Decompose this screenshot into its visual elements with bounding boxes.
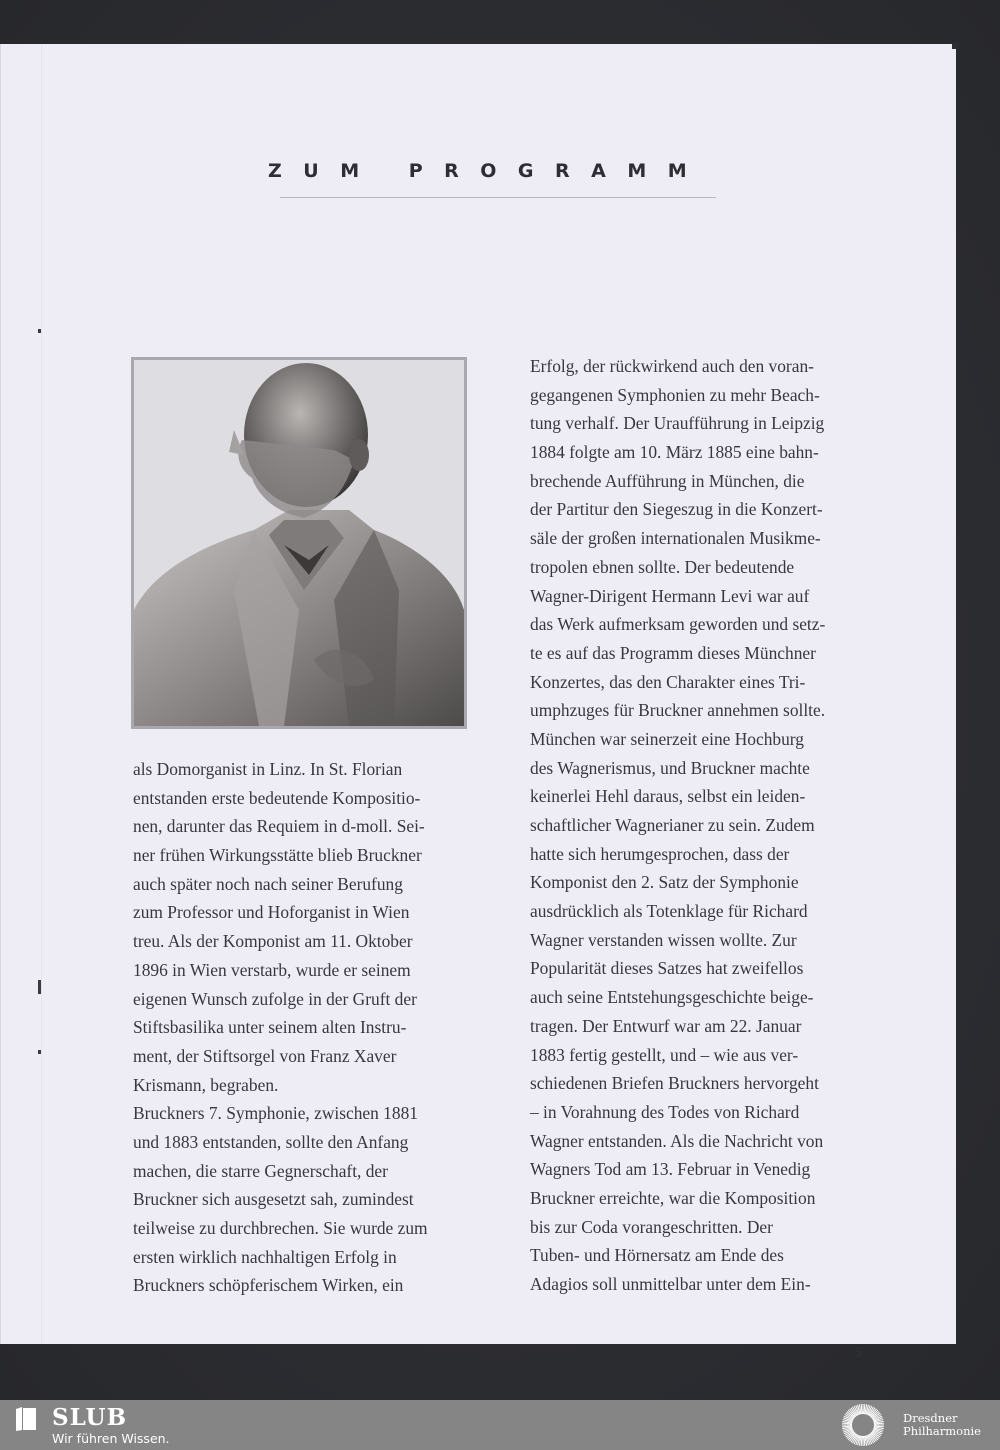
text-line: keinerlei Hehl daraus, selbst ein leiden- bbox=[530, 786, 806, 807]
text-line: schaftlicher Wagnerianer zu sein. Zudem bbox=[530, 815, 815, 835]
text-line: ausdrücklich als Totenklage für Richard bbox=[530, 901, 808, 922]
text-line: treu. Als der Komponist am 11. Oktober bbox=[133, 931, 413, 952]
text-line: Wagner verstanden wissen wollte. Zur bbox=[530, 929, 797, 950]
text-line: der Partitur den Siegeszug in die Konzert- bbox=[530, 499, 823, 520]
text-line: umphzuges für Bruckner annehmen sollte. bbox=[530, 700, 826, 721]
sunburst-ring-icon bbox=[840, 1402, 886, 1448]
text-line: ner frühen Wirkungsstätte blieb Bruckner bbox=[133, 845, 422, 866]
text-line: des Wagnerismus, und Bruckner machte bbox=[530, 757, 810, 778]
text-line: Bruckner erreichte, war die Komposition bbox=[530, 1187, 816, 1208]
binding-fold bbox=[40, 44, 42, 1344]
slub-tagline: Wir führen Wissen. bbox=[52, 1431, 170, 1446]
text-line: ment, der Stiftsorgel von Franz Xaver bbox=[133, 1045, 397, 1066]
header-rule bbox=[280, 197, 716, 198]
text-line: Komponist den 2. Satz der Symphonie bbox=[530, 872, 799, 893]
text-line: entstanden erste bedeutende Kompositio- bbox=[133, 787, 421, 808]
text-line: tung verhalf. Der Uraufführung in Leipzig bbox=[530, 413, 825, 434]
text-line: 1896 in Wien verstarb, wurde er seinem bbox=[133, 959, 411, 980]
text-line: Tuben- und Hörnersatz am Ende des bbox=[530, 1245, 784, 1266]
text-line: säle der großen internationalen Musikme- bbox=[530, 528, 821, 549]
booklet-page bbox=[0, 44, 956, 1361]
text-line: eigenen Wunsch zufolge in der Gruft der bbox=[133, 988, 417, 1009]
left-text-column bbox=[133, 755, 478, 1300]
text-line: und 1883 entstanden, sollte den Anfang bbox=[133, 1131, 409, 1152]
page-number: 5 bbox=[854, 1346, 864, 1361]
text-line: te es auf das Programm dieses Münchner bbox=[530, 642, 816, 663]
text-line: nen, darunter das Requiem in d-moll. Sei- bbox=[133, 816, 425, 837]
bust-illustration bbox=[134, 360, 464, 726]
text-line: – in Vorahnung des Todes von Richard bbox=[530, 1101, 800, 1122]
text-line: Wagner entstanden. Als die Nachricht von bbox=[530, 1130, 824, 1151]
text-line: Popularität dieses Satzes hat zweifellos bbox=[530, 958, 804, 979]
text-line: Bruckner sich ausgesetzt sah, zumindest bbox=[133, 1189, 414, 1210]
text-line: 1884 folgte am 10. März 1885 eine bahn- bbox=[530, 442, 819, 463]
text-line: Krismann, begraben. bbox=[133, 1074, 279, 1095]
text-line: schiedenen Briefen Bruckners hervorgeht bbox=[530, 1073, 819, 1094]
text-line: Bruckners 7. Symphonie, zwischen 1881 bbox=[133, 1103, 418, 1124]
text-line: als Domorganist in Linz. In St. Florian bbox=[133, 759, 403, 779]
text-line: tropolen ebnen sollte. Der bedeutende bbox=[530, 556, 795, 577]
philharmonie-brand-line1: Dresdner bbox=[903, 1411, 958, 1425]
footer-bar bbox=[0, 1400, 1000, 1450]
text-line: gegangenen Symphonien zu mehr Beach- bbox=[530, 384, 820, 405]
text-line: Erfolg, der rückwirkend auch den voran- bbox=[530, 356, 814, 376]
text-line: hatte sich herumgesprochen, dass der bbox=[530, 843, 790, 864]
section-title: ZUM PROGRAMM bbox=[268, 160, 709, 182]
text-line: auch später noch nach seiner Berufung bbox=[133, 873, 403, 894]
philharmonie-brand-line2: Philharmonie bbox=[903, 1424, 981, 1438]
text-line: 1883 fertig gestellt, und – wie aus ver- bbox=[530, 1044, 799, 1065]
philharmonie-brand bbox=[903, 1412, 981, 1438]
text-line: Konzertes, das den Charakter eines Tri- bbox=[530, 671, 806, 692]
text-line: Adagios soll unmittelbar unter dem Ein- bbox=[530, 1274, 811, 1294]
text-line: Stiftsbasilika unter seinem alten Instru- bbox=[133, 1017, 407, 1038]
text-line: auch seine Entstehungsgeschichte beige- bbox=[530, 987, 814, 1008]
text-line: zum Professor und Hoforganist in Wien bbox=[133, 902, 410, 923]
text-line: teilweise zu durchbrechen. Sie wurde zum bbox=[133, 1218, 428, 1238]
page-corner bbox=[952, 43, 958, 49]
portrait-image bbox=[131, 357, 467, 729]
text-line: Wagners Tod am 13. Februar in Venedig bbox=[530, 1159, 811, 1180]
book-icon bbox=[14, 1406, 40, 1432]
text-line: bis zur Coda vorangeschritten. Der bbox=[530, 1216, 773, 1237]
text-line: tragen. Der Entwurf war am 22. Januar bbox=[530, 1015, 802, 1036]
right-text-column bbox=[530, 352, 875, 1299]
text-line: Bruckners schöpferischem Wirken, ein bbox=[133, 1275, 404, 1296]
slub-brand: SLUB bbox=[52, 1404, 128, 1431]
text-line: brechende Aufführung in München, die bbox=[530, 470, 805, 491]
text-line: Wagner-Dirigent Hermann Levi war auf bbox=[530, 585, 810, 606]
text-line: ersten wirklich nachhaltigen Erfolg in bbox=[133, 1246, 397, 1267]
text-line: machen, die starre Gegnerschaft, der bbox=[133, 1160, 388, 1181]
text-line: München war seinerzeit eine Hochburg bbox=[530, 728, 804, 749]
text-line: das Werk aufmerksam geworden und setz- bbox=[530, 614, 826, 635]
